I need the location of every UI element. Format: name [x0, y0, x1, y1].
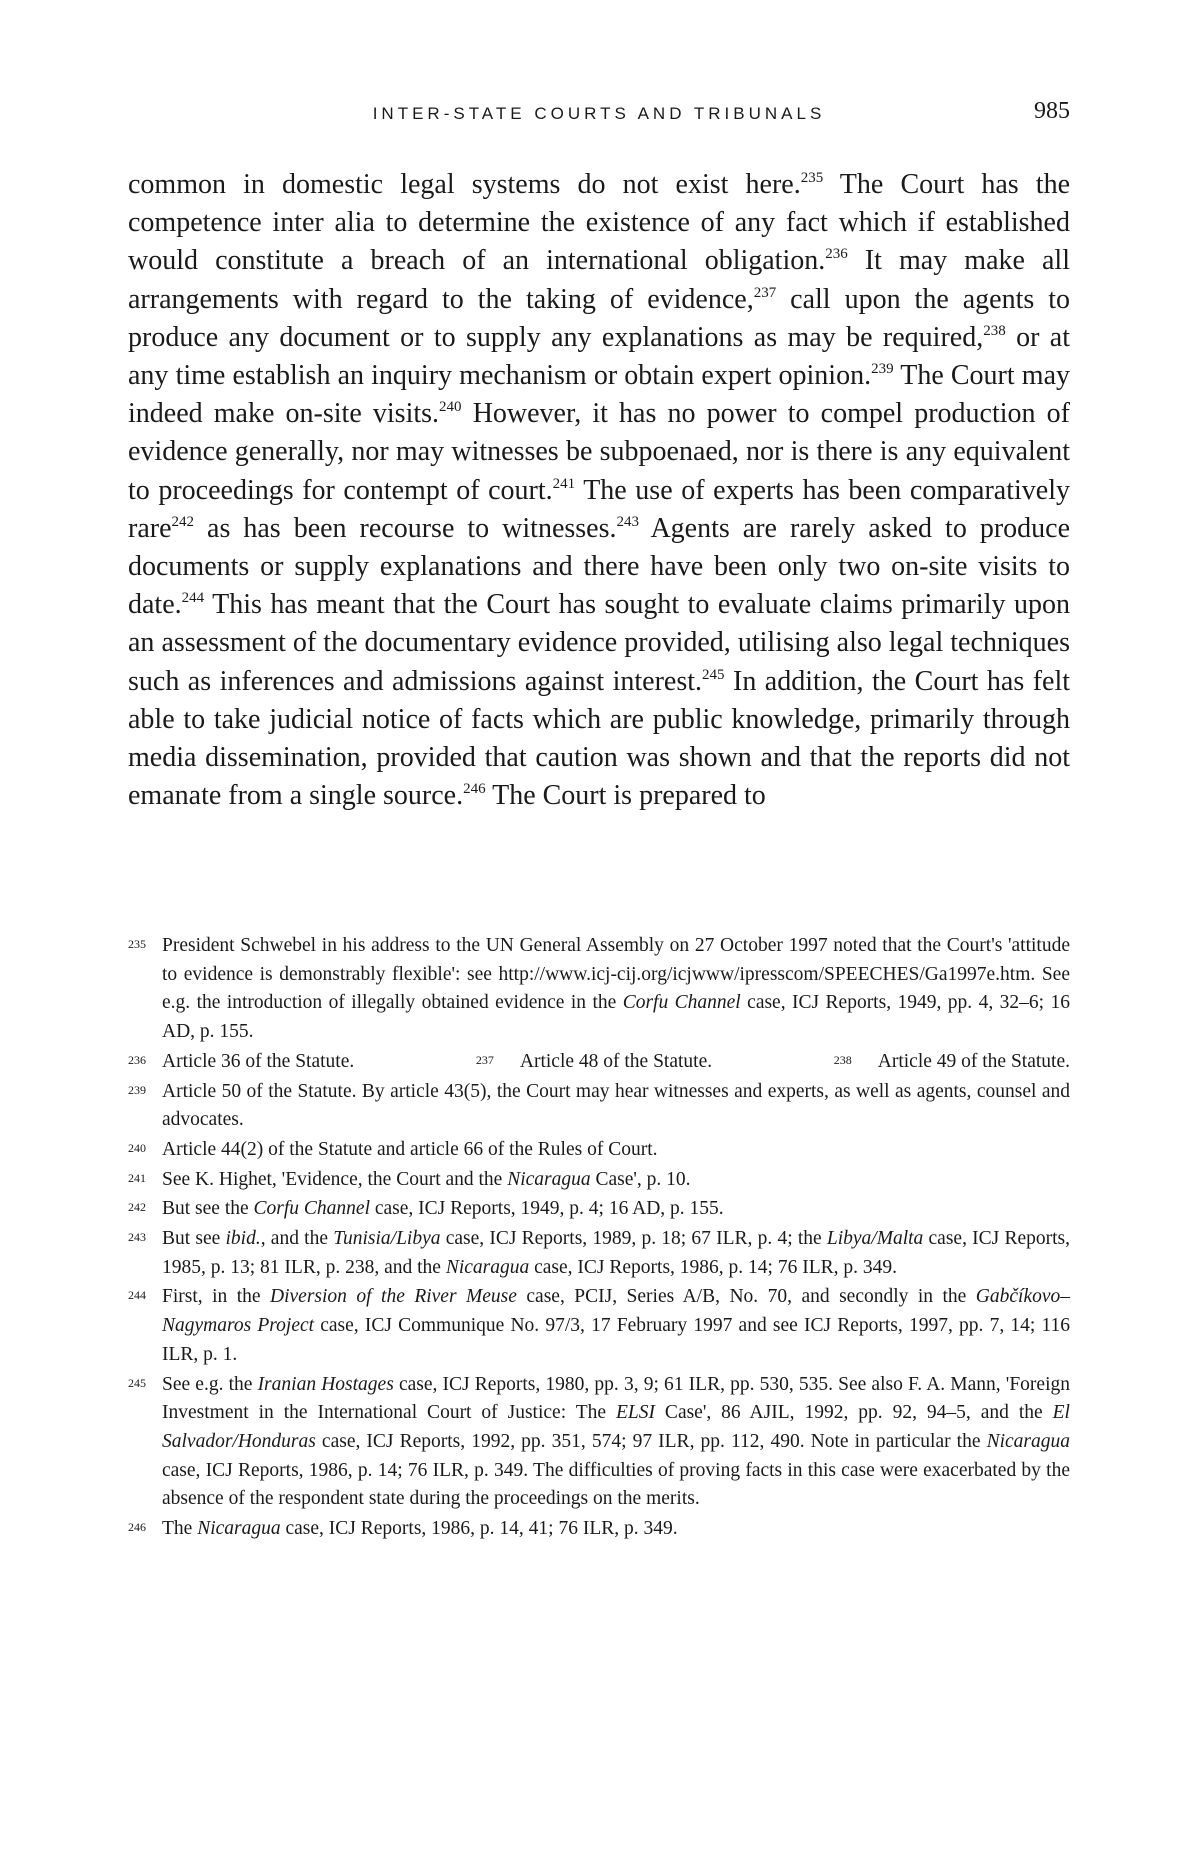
page-number: 985	[1034, 98, 1070, 124]
footnote-ref: 243	[616, 513, 639, 530]
footnote-number: 237	[475, 1052, 494, 1067]
footnote-243: 243 But see ibid., and the Tunisia/Libya case, ICJ Reports, 1989, p. 18; 67 ILR, p. 4; the Libya/Malta case, ICJ Reports, 1985, p. 13; 81 ILR, p. 238, and the Nicaragua case, ICJ Reports, 1986, p. 14; 76 ILR, p. 349.	[128, 1225, 1070, 1282]
running-title: INTER-STATE COURTS AND TRIBUNALS	[372, 104, 826, 123]
footnote-240: 240 Article 44(2) of the Statute and article 66 of the Rules of Court.	[128, 1136, 1070, 1165]
footnote-ref: 239	[871, 361, 894, 378]
footnote-row-236-238	[128, 1048, 1070, 1077]
footnote-ref: 240	[439, 399, 462, 416]
footnote-236: 236 Article 36 of the Statute.	[162, 1048, 354, 1077]
footnote-ref: 242	[171, 513, 195, 530]
footnote-ref: 245	[702, 666, 725, 683]
running-head	[128, 98, 1070, 136]
footnote-ref: 238	[983, 322, 1006, 339]
footnote-242: 242 But see the Corfu Channel case, ICJ Reports, 1949, p. 4; 16 AD, p. 155.	[128, 1195, 1070, 1224]
footnote-241: 241 See K. Highet, 'Evidence, the Court and the Nicaragua Case', p. 10.	[128, 1166, 1070, 1195]
footnote-244: 244 First, in the Diversion of the River Meuse case, PCIJ, Series A/B, No. 70, and secondly in the Gabčíkovo–Nagymaros Project case, ICJ Communique No. 97/3, 17 February 1997 and see ICJ Reports, 1997, pp. 7, 14; 116 ILR, p. 1.	[128, 1283, 1070, 1369]
footnote-number: 241	[128, 1170, 146, 1185]
footnote-238: 238 Article 49 of the Statute.	[856, 1048, 1070, 1077]
footnote-246: 246 The Nicaragua case, ICJ Reports, 1986, p. 14, 41; 76 ILR, p. 349.	[128, 1515, 1070, 1544]
footnote-number: 240	[128, 1140, 146, 1155]
footnote-ref: 244	[181, 590, 205, 607]
footnote-235: 235 President Schwebel in his address to the UN General Assembly on 27 October 1997 noted that the Court's 'attitude to evidence is demonstrably flexible': see http://www.icj-cij.org/icjwww/ipresscom/SPEECHES/Ga1997e.htm. See e.g. the introduction of illegally obtained evidence in the Corfu Channel case, ICJ Reports, 1949, pp. 4, 32–6; 16 AD, p. 155.	[128, 932, 1070, 1047]
footnote-245: 245 See e.g. the Iranian Hostages case, ICJ Reports, 1980, pp. 3, 9; 61 ILR, pp. 530, 535. See also F. A. Mann, 'Foreign Investment in the International Court of Justice: The ELSI Case', 86 AJIL, 1992, pp. 92, 94–5, and the El Salvador/Honduras case, ICJ Reports, 1992, pp. 351, 574; 97 ILR, pp. 112, 490. Note in particular the Nicaragua case, ICJ Reports, 1986, p. 14; 76 ILR, p. 349. The difficulties of proving facts in this case were exacerbated by the absence of the respondent state during the proceedings on the merits.	[128, 1371, 1070, 1515]
footnote-ref: 235	[800, 170, 824, 186]
main-text	[128, 166, 1070, 815]
footnote-237: 237 Article 48 of the Statute.	[498, 1048, 712, 1077]
footnote-ref: 241	[552, 475, 576, 492]
footnote-number: 242	[128, 1200, 146, 1215]
footnote-number: 238	[833, 1052, 852, 1067]
footnote-239: 239 Article 50 of the Statute. By article 43(5), the Court may hear witnesses and experts, as well as agents, counsel and advocates.	[128, 1078, 1070, 1135]
footnote-number: 246	[128, 1520, 146, 1535]
footnotes	[128, 932, 1070, 1545]
footnote-number: 235	[128, 937, 146, 951]
footnote-number: 245	[128, 1375, 146, 1390]
footnote-ref: 236	[825, 246, 848, 263]
footnote-number: 243	[128, 1230, 146, 1245]
body-paragraph: common in domestic legal systems do not exist here.$^{235}$ The Court has the competence inter alia to determine the existence of any fact which if established would constitute a breach of an international obligation.$^{236}$ It may make all arrangements with regard to the taking of evidence,$^{237}$ call upon the agents to produce any document or to supply any explanations as may be required,$^{238}$ or at any time establish an inquiry mechanism or obtain expert opinion.$^{239}$ The Court may indeed make on-site visits.$^{240}$ However, it has no power to compel production of evidence generally, nor may witnesses be subpoenaed, nor is there is any equivalent to proceedings for contempt of court.$^{241}$ The use of experts has been comparatively rare$^{242}$ as has been recourse to witnesses.$^{243}$ Agents are rarely asked to produce documents or supply explanations and there have been only two on-site visits to date.$^{244}$ This has meant that the Court has sought to evaluate claims primarily upon an assessment of the documentary evidence provided, utilising also legal techniques such as inferences and admissions against interest.$^{245}$ In addition, the Court has felt able to take judicial notice of facts which are public knowledge, primarily through media dissemination, provided that caution was shown and that the reports did not emanate from a single source.$^{246}$ The Court is prepared to	[128, 169, 1071, 812]
footnote-ref: 237	[753, 284, 777, 301]
footnote-ref: 246	[463, 781, 486, 798]
footnote-number: 236	[128, 1052, 146, 1067]
footnote-number: 239	[128, 1082, 146, 1097]
footnote-number: 244	[128, 1288, 146, 1303]
